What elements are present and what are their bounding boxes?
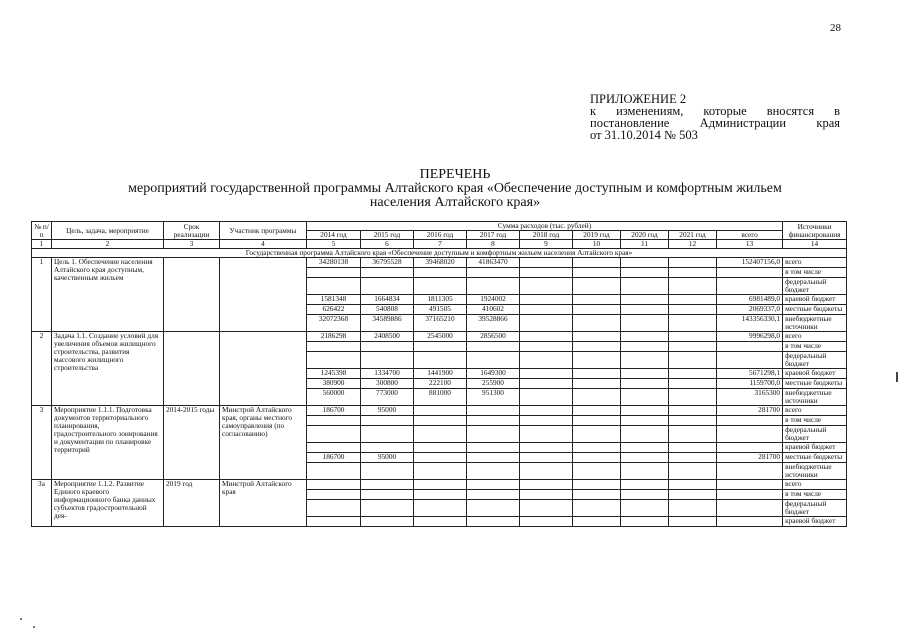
cell-total: 3165300 [717,389,783,406]
row-number: 2 [32,332,52,406]
cell-value [520,463,573,480]
cell-value [414,426,467,443]
cell-value: 186700 [307,406,361,416]
cell-value [669,480,717,490]
margin-mark [896,372,898,382]
cell-value [621,453,669,463]
title-line-2: мероприятий государственной программы Алтайского края «Обеспечение доступным и комфортным жильем [128,181,782,196]
cell-source: внебюджетные источники [783,315,847,332]
row-number: 3 [32,406,52,480]
cell-value [361,463,414,480]
cell-value [669,426,717,443]
appendix-title: ПРИЛОЖЕНИЕ 2 [590,92,687,106]
cell-total: 281700 [717,453,783,463]
cell-value: 255900 [467,379,520,389]
cell-value: 39528866 [467,315,520,332]
cell-value [361,500,414,517]
cell-value [467,453,520,463]
cell-value [361,480,414,490]
cell-value [414,268,467,278]
cell-value [573,416,621,426]
cell-source: местные бюджеты [783,453,847,463]
cell-source: федеральный бюджет [783,352,847,369]
cell-total [717,268,783,278]
cell-value [520,453,573,463]
header-num: № п/п [32,222,52,240]
cell-value [520,416,573,426]
cell-value [361,342,414,352]
cell-value: 300800 [361,379,414,389]
cell-value: 37165210 [414,315,467,332]
column-number: 9 [520,240,573,249]
cell-value: 773000 [361,389,414,406]
row-number: 3а [32,480,52,527]
cell-value [621,443,669,453]
cell-value [520,490,573,500]
cell-value [307,480,361,490]
cell-value: 2408500 [361,332,414,342]
cell-value [573,389,621,406]
cell-value [669,295,717,305]
row-term [164,258,220,332]
cell-value [520,369,573,379]
scan-dot [33,626,35,628]
cell-value [520,406,573,416]
cell-value [621,517,669,527]
cell-value [307,490,361,500]
cell-value [414,463,467,480]
column-number: 12 [669,240,717,249]
cell-value [414,443,467,453]
cell-value [467,517,520,527]
cell-value [669,416,717,426]
cell-total: 1159700,0 [717,379,783,389]
cell-total [717,426,783,443]
cell-source: в том числе [783,490,847,500]
cell-value [520,268,573,278]
cell-value [669,406,717,416]
cell-source: краевой бюджет [783,369,847,379]
cell-value [573,426,621,443]
scan-dot [20,618,22,620]
cell-total: 6981489,0 [717,295,783,305]
cell-value [467,490,520,500]
cell-source: всего [783,480,847,490]
cell-value [361,443,414,453]
cell-source: федеральный бюджет [783,278,847,295]
header-sources: Источники финансирования [783,222,847,240]
cell-value: 626422 [307,305,361,315]
header-year: 2017 год [467,231,520,240]
row-goal: Цель 1. Обеспечение населения Алтайского края доступным, качественным жильем [52,258,164,332]
appendix-line-3: от 31.10.2014 № 503 [590,128,698,142]
cell-value [307,416,361,426]
cell-value [621,379,669,389]
cell-value [467,426,520,443]
cell-value [669,278,717,295]
cell-value: 2545000 [414,332,467,342]
header-participant: Участник программы [220,222,307,240]
column-number: 14 [783,240,847,249]
cell-value: 1334700 [361,369,414,379]
header-sum: Сумма расходов (тыс. рублей) [307,222,783,231]
cell-value [361,517,414,527]
cell-value [414,517,467,527]
cell-value [573,332,621,342]
document-title [60,168,850,210]
column-number: 13 [717,240,783,249]
cell-value [669,268,717,278]
cell-value [520,443,573,453]
page-number: 28 [830,22,841,34]
cell-value [621,426,669,443]
row-participant: Минстрой Алтайского края, органы местного самоуправления (по согласованию) [220,406,307,480]
cell-value [414,453,467,463]
column-number: 7 [414,240,467,249]
cell-value [520,517,573,527]
cell-total [717,517,783,527]
cell-value [520,379,573,389]
cell-value: 2856500 [467,332,520,342]
cell-value [573,463,621,480]
cell-value [669,453,717,463]
cell-value: 34280138 [307,258,361,268]
cell-value [307,278,361,295]
cell-value [520,295,573,305]
cell-value [573,443,621,453]
cell-value [573,517,621,527]
table-row [32,332,847,342]
header-term: Срок реализации [164,222,220,240]
cell-value [573,295,621,305]
appendix-line-2: постановление Администрации края [590,116,840,130]
column-number: 10 [573,240,621,249]
cell-value: 491505 [414,305,467,315]
column-number: 4 [220,240,307,249]
cell-value [307,500,361,517]
cell-value: 186700 [307,453,361,463]
cell-value [621,416,669,426]
cell-value [621,315,669,332]
title-line-3: населения Алтайского края» [369,195,541,210]
cell-value [361,490,414,500]
cell-value [669,500,717,517]
cell-value: 1811305 [414,295,467,305]
cell-value [621,268,669,278]
program-row: Государственная программа Алтайского края «Обеспечение доступным и комфортным жильем населения Алтайского края» [32,249,847,258]
cell-source: краевой бюджет [783,443,847,453]
cell-value [414,342,467,352]
cell-source: краевой бюджет [783,295,847,305]
header-year: 2018 год [520,231,573,240]
cell-total [717,500,783,517]
cell-value [621,342,669,352]
cell-value [520,278,573,295]
header-year: 2015 год [361,231,414,240]
cell-value [621,480,669,490]
cell-value: 1664834 [361,295,414,305]
row-participant [220,332,307,406]
cell-value [669,517,717,527]
cell-value: 951300 [467,389,520,406]
cell-value [520,500,573,517]
header-year: 2020 год [621,231,669,240]
column-number: 3 [164,240,220,249]
cell-value [573,453,621,463]
cell-value: 41863470 [467,258,520,268]
cell-value [573,258,621,268]
appendix-line-1: к изменениям, которые вносятся в [590,104,840,118]
row-participant [220,258,307,332]
cell-value: 540808 [361,305,414,315]
column-number: 8 [467,240,520,249]
cell-value [573,352,621,369]
cell-value [467,268,520,278]
cell-value [467,278,520,295]
cell-value [414,352,467,369]
cell-value [573,369,621,379]
cell-value [669,332,717,342]
row-goal: Мероприятие 1.1.1. Подготовка документов территориального планирования, градостроительного зонирования и документации по планировке территорий [52,406,164,480]
cell-source: внебюджетные источники [783,389,847,406]
cell-value [573,490,621,500]
cell-source: всего [783,332,847,342]
cell-source: федеральный бюджет [783,426,847,443]
row-participant: Минстрой Алтайского края [220,480,307,527]
cell-total [717,278,783,295]
cell-value [573,315,621,332]
cell-value [414,490,467,500]
cell-value [307,342,361,352]
cell-source: внебюджетные источники [783,463,847,480]
cell-value [307,426,361,443]
cell-value [520,342,573,352]
cell-value [621,389,669,406]
cell-value [573,480,621,490]
cell-value [621,332,669,342]
cell-source: в том числе [783,342,847,352]
cell-value [520,315,573,332]
cell-total: 281700 [717,406,783,416]
appendix-block [590,93,840,141]
cell-total [717,490,783,500]
cell-value [361,416,414,426]
header-year: 2021 год [669,231,717,240]
cell-value: 34589886 [361,315,414,332]
cell-total: 9996298,0 [717,332,783,342]
cell-value [467,443,520,453]
cell-value [669,379,717,389]
cell-source: всего [783,258,847,268]
cell-total [717,463,783,480]
column-number: 2 [52,240,164,249]
cell-value [573,342,621,352]
cell-value [669,490,717,500]
cell-value [573,379,621,389]
cell-value [669,342,717,352]
cell-value [573,406,621,416]
header-year: всего [717,231,783,240]
cell-value [621,500,669,517]
cell-value [520,426,573,443]
cell-total: 143356330,1 [717,315,783,332]
cell-value [414,278,467,295]
cell-total [717,443,783,453]
cell-value: 1581348 [307,295,361,305]
table-row [32,258,847,268]
cell-value [520,480,573,490]
table-row [32,480,847,490]
cell-value: 1924002 [467,295,520,305]
cell-value [621,369,669,379]
cell-value [414,480,467,490]
cell-value [361,426,414,443]
cell-total [717,352,783,369]
cell-source: в том числе [783,416,847,426]
cell-value: 1649300 [467,369,520,379]
column-number: 11 [621,240,669,249]
cell-value [361,278,414,295]
cell-value [669,305,717,315]
cell-value: 410602 [467,305,520,315]
cell-value [414,500,467,517]
cell-total: 5671298,1 [717,369,783,379]
cell-value: 32072368 [307,315,361,332]
cell-value [669,258,717,268]
row-term: 2014-2015 годы [164,406,220,480]
cell-value [520,305,573,315]
cell-value: 222100 [414,379,467,389]
cell-value: 1441900 [414,369,467,379]
column-number: 1 [32,240,52,249]
cell-value [520,332,573,342]
cell-value [669,369,717,379]
cell-total [717,342,783,352]
cell-value [621,278,669,295]
cell-value [467,406,520,416]
cell-source: федеральный бюджет [783,500,847,517]
cell-value [520,258,573,268]
cell-source: местные бюджеты [783,305,847,315]
cell-value [467,480,520,490]
cell-value: 380900 [307,379,361,389]
column-number: 5 [307,240,361,249]
cell-value [520,389,573,406]
row-goal: Задача 1.1. Создание условий для увеличения объемов жилищного строительства, развития массового жилищного строительства [52,332,164,406]
cell-value [467,500,520,517]
cell-value [621,406,669,416]
cell-value: 2186298 [307,332,361,342]
cell-value: 1245398 [307,369,361,379]
cell-value [467,352,520,369]
header-year: 2019 год [573,231,621,240]
cell-total [717,416,783,426]
cell-source: местные бюджеты [783,379,847,389]
cell-source: краевой бюджет [783,517,847,527]
cell-value [621,295,669,305]
cell-value [573,500,621,517]
cell-value [573,268,621,278]
cell-source: всего [783,406,847,416]
cell-value [669,352,717,369]
cell-value [669,463,717,480]
row-goal: Мероприятие 1.1.2. Развитие Единого краевого информационного банка данных субъектов градостроительной дея- [52,480,164,527]
cell-value [467,416,520,426]
cell-source: в том числе [783,268,847,278]
cell-value [621,352,669,369]
cell-value [621,490,669,500]
cell-value [414,416,467,426]
cell-value: 95000 [361,453,414,463]
cell-value [414,406,467,416]
cell-value [361,268,414,278]
cell-value: 95000 [361,406,414,416]
row-term [164,332,220,406]
header-goal: Цель, задача, мероприятие [52,222,164,240]
cell-value [307,463,361,480]
cell-value [307,268,361,278]
cell-total: 152407156,0 [717,258,783,268]
header-year: 2014 год [307,231,361,240]
column-number: 6 [361,240,414,249]
table-row [32,406,847,416]
cell-value [307,352,361,369]
cell-value [669,443,717,453]
measures-table [31,221,847,527]
cell-value [467,342,520,352]
cell-value [520,352,573,369]
cell-value: 39468020 [414,258,467,268]
cell-total: 2069337,0 [717,305,783,315]
header-year: 2016 год [414,231,467,240]
cell-value [467,463,520,480]
row-number: 1 [32,258,52,332]
cell-value: 36795528 [361,258,414,268]
cell-value [669,315,717,332]
cell-value [573,278,621,295]
cell-value [621,463,669,480]
cell-value [669,389,717,406]
title-line-1: ПЕРЕЧЕНЬ [419,167,491,182]
cell-value [621,305,669,315]
cell-value [573,305,621,315]
cell-value [307,443,361,453]
cell-value: 881000 [414,389,467,406]
cell-value [307,517,361,527]
cell-total [717,480,783,490]
cell-value [361,352,414,369]
row-term: 2019 год [164,480,220,527]
cell-value: 560000 [307,389,361,406]
cell-value [621,258,669,268]
